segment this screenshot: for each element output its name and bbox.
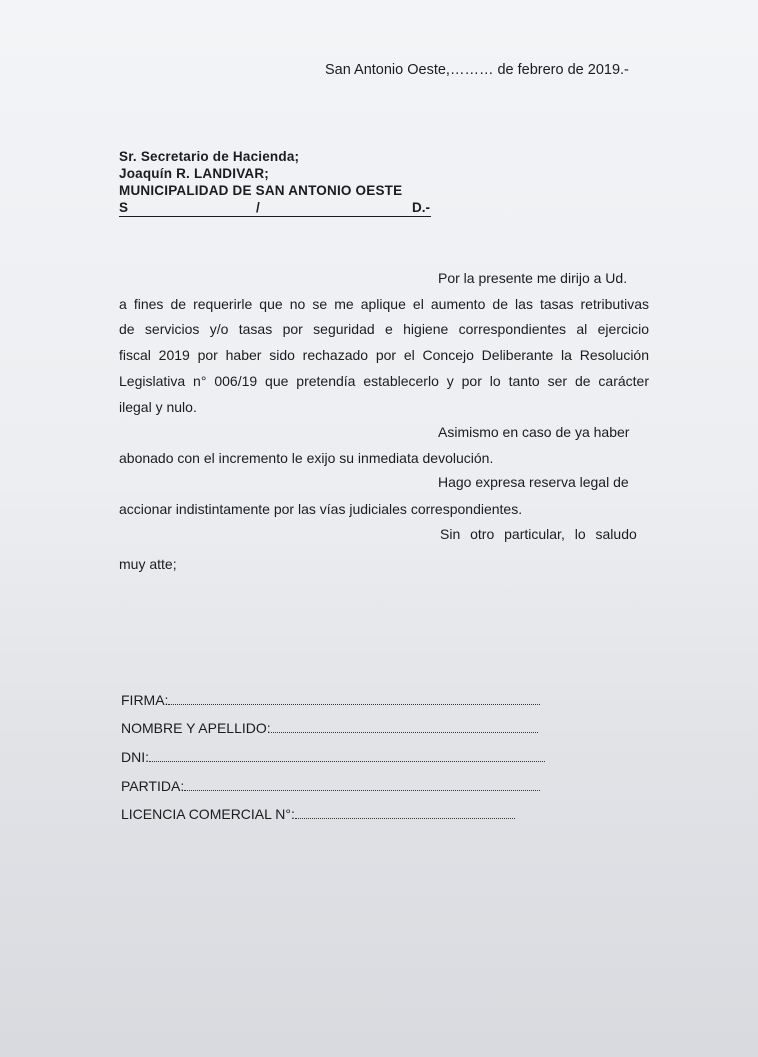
paragraph1-line2: de servicios y/o tasas por seguridad e higiene correspondientes al ejercicio <box>119 321 649 337</box>
paragraph1-start: Por la presente me dirijo a Ud. <box>438 270 628 286</box>
paragraph1-line5: ilegal y nulo. <box>119 399 197 415</box>
recipient-title: Sr. Secretario de Hacienda; <box>119 149 300 164</box>
recipient-organization: MUNICIPALIDAD DE SAN ANTONIO OESTE <box>119 183 403 198</box>
paragraph4-start: Sin otro particular, lo saludo <box>440 526 637 542</box>
firma-dotted-line <box>168 694 540 705</box>
sd-line <box>119 200 431 217</box>
paragraph2-start: Asimismo en caso de ya haber <box>438 424 630 440</box>
licencia-dotted-line <box>295 808 515 819</box>
paragraph3-line1: accionar indistintamente por las vías judiciales correspondientes. <box>119 501 523 517</box>
date-line: San Antonio Oeste,……… de febrero de 2019.- <box>325 62 629 78</box>
paragraph4-line1: muy atte; <box>119 556 177 572</box>
paragraph1-line1: a fines de requerirle que no se me aplique el aumento de las tasas retributivas <box>119 296 649 312</box>
sd-d: D.- <box>412 200 430 215</box>
recipient-name: Joaquín R. LANDIVAR; <box>119 166 269 181</box>
dni-field <box>121 749 545 765</box>
nombre-dotted-line <box>271 722 538 733</box>
sd-s: S <box>119 200 129 215</box>
partida-field <box>121 778 540 794</box>
sd-slash: / <box>256 200 260 215</box>
paragraph1-line4: Legislativa n° 006/19 que pretendía establecerlo y por lo tanto ser de carácter <box>119 373 649 389</box>
firma-label: FIRMA: <box>121 692 169 708</box>
nombre-field <box>121 720 538 736</box>
partida-dotted-line <box>184 780 540 791</box>
dni-label: DNI: <box>121 749 149 765</box>
paragraph1-line3: fiscal 2019 por haber sido rechazado por el Concejo Deliberante la Resolución <box>119 347 649 363</box>
firma-field <box>121 692 540 708</box>
licencia-label: LICENCIA COMERCIAL N°: <box>121 806 295 822</box>
paragraph3-start: Hago expresa reserva legal de <box>438 474 629 490</box>
paragraph2-line1: abonado con el incremento le exijo su inmediata devolución. <box>119 450 494 466</box>
dni-dotted-line <box>149 751 545 762</box>
partida-label: PARTIDA: <box>121 778 185 794</box>
nombre-label: NOMBRE Y APELLIDO: <box>121 720 271 736</box>
licencia-field <box>121 806 515 822</box>
